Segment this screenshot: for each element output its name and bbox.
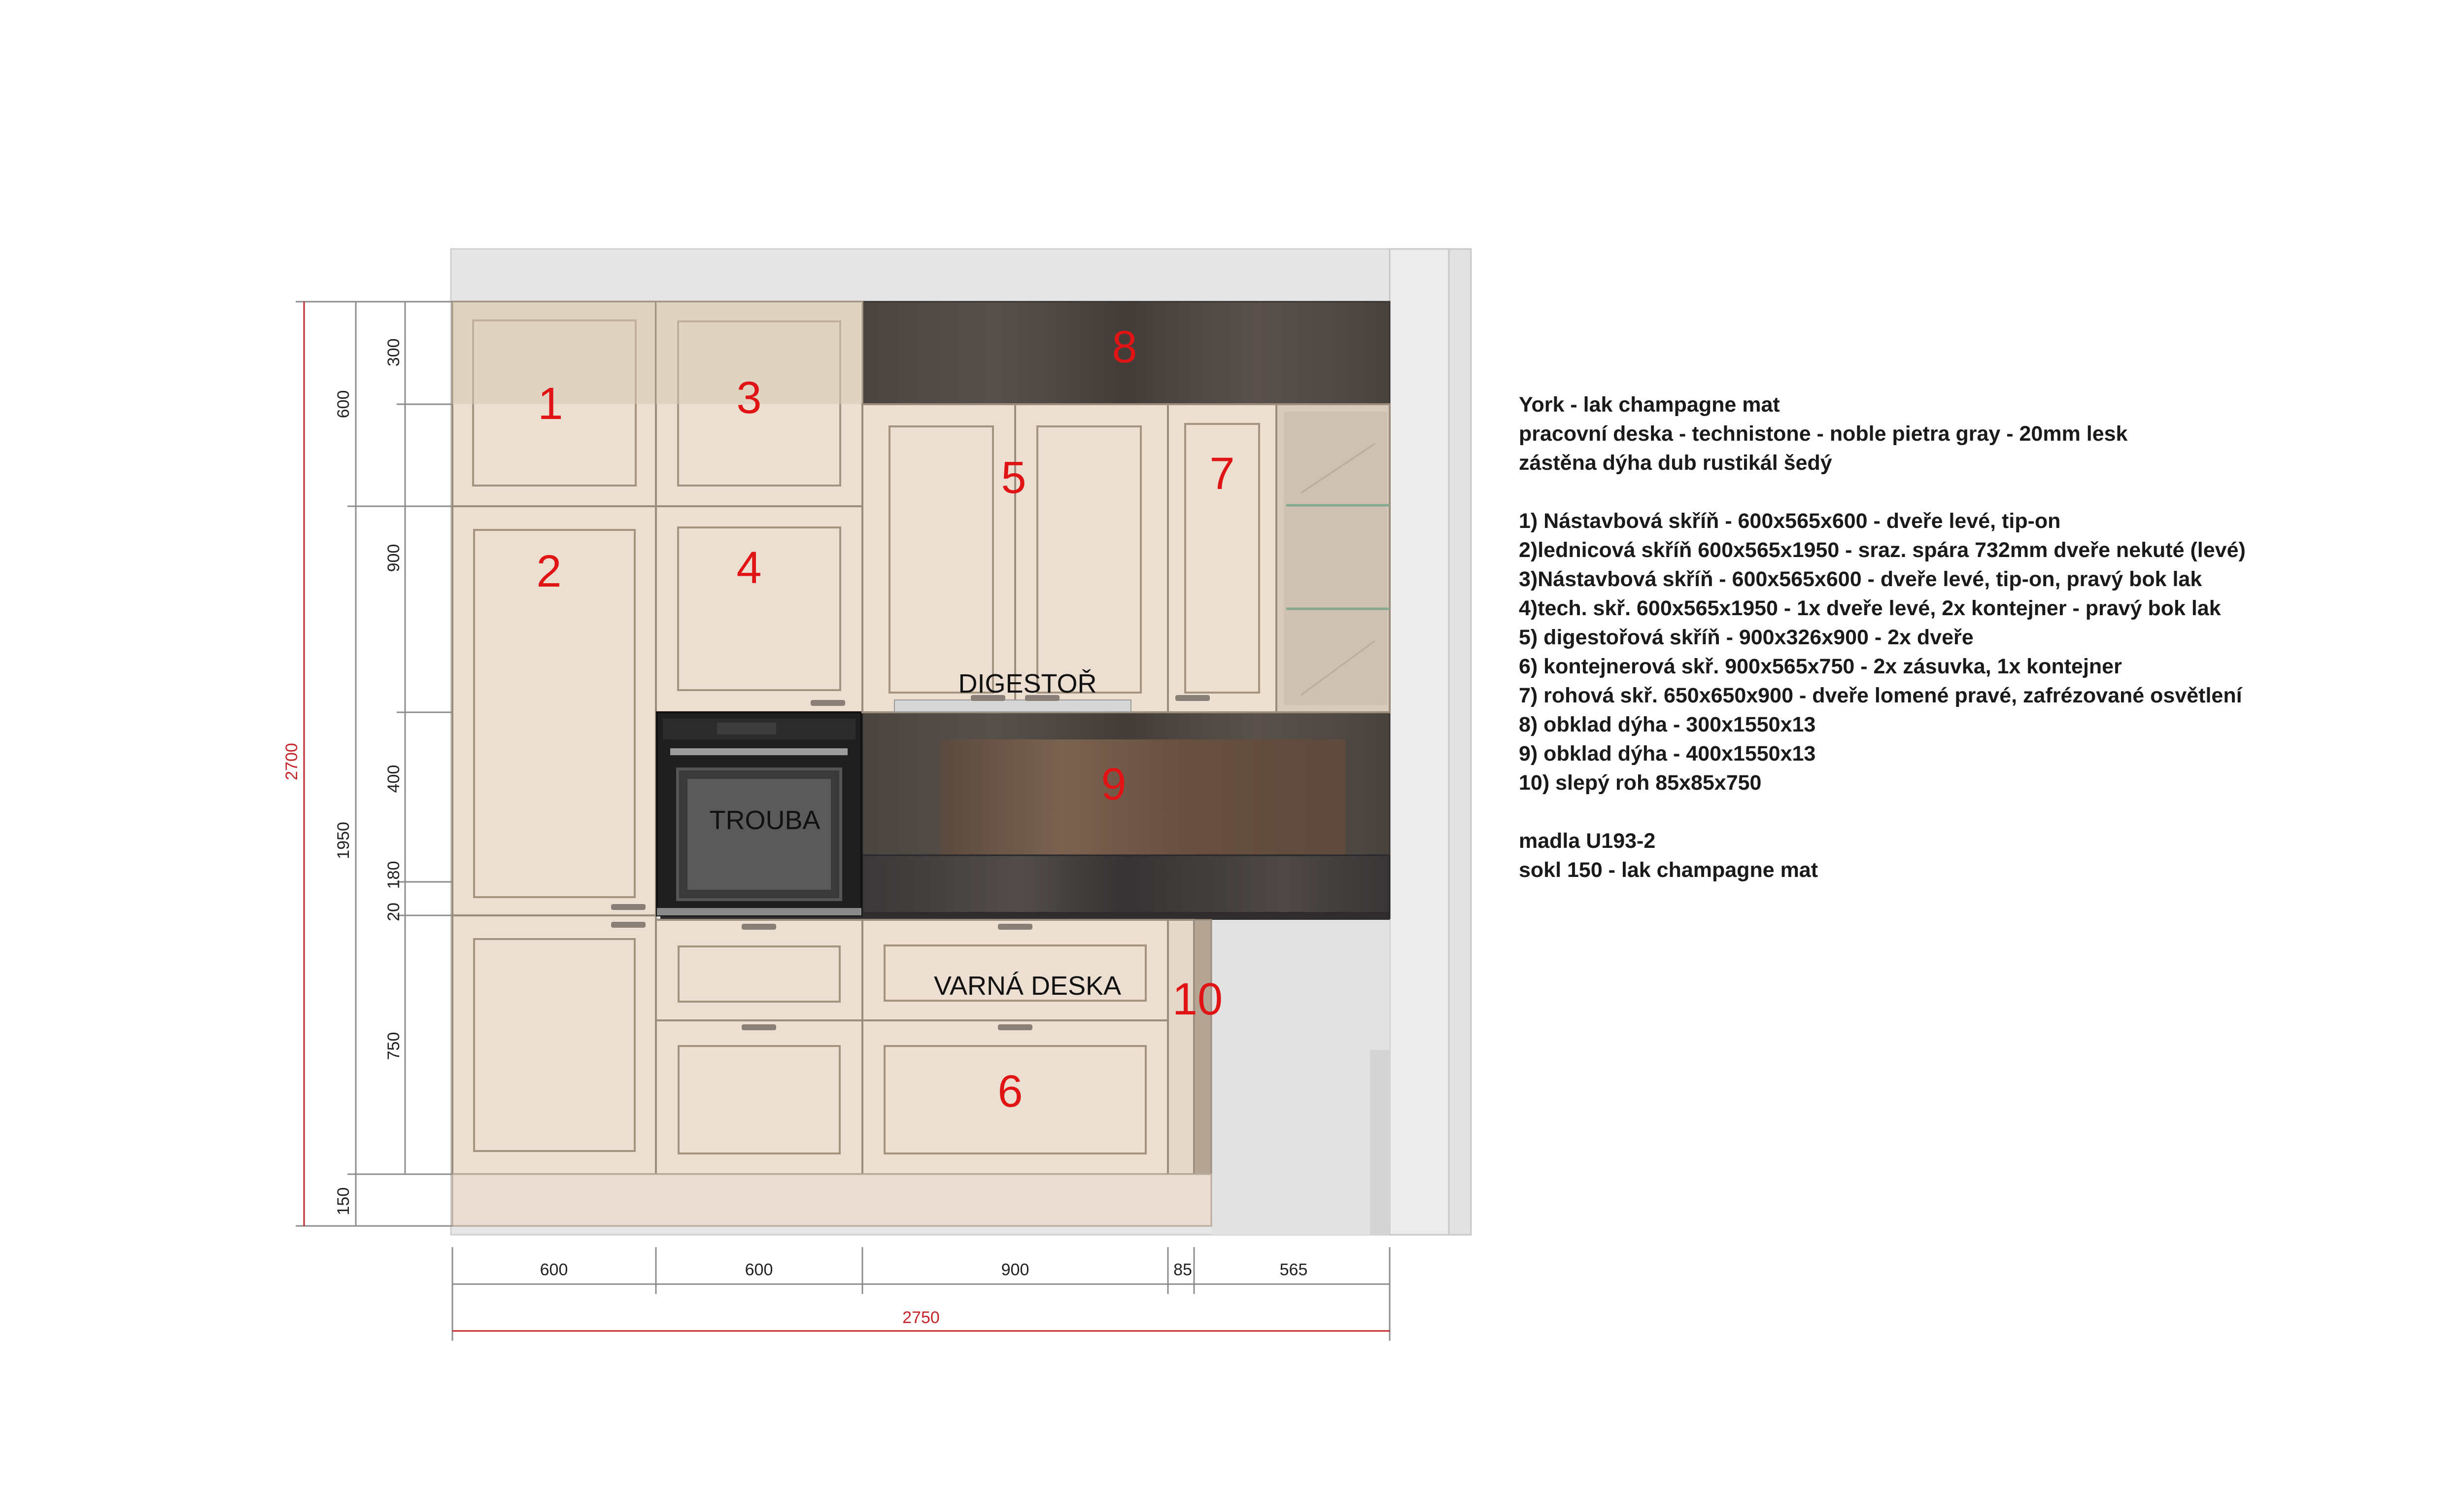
unit-number-1: 1 [538, 379, 563, 429]
note-item-6: 6) kontejnerová skř. 900x565x750 - 2x zásuvka, 1x kontejner [1519, 655, 2122, 678]
wall-right-strip-2 [1449, 249, 1471, 1235]
note-item-5: 5) digestořová skříň - 900x326x900 - 2x dveře [1519, 626, 1974, 649]
dim-400: 400 [384, 765, 403, 793]
handle-cab7 [1175, 695, 1210, 701]
note-item-7: 7) rohová skř. 650x650x900 - dveře lomené pravé, zafrézované osvětlení [1519, 684, 2242, 707]
cabinet-10-side [1194, 920, 1211, 1174]
cabinet-6-drawer [862, 920, 1168, 1020]
dim-width-85: 85 [1173, 1260, 1192, 1279]
note-footer-2: sokl 150 - lak champagne mat [1519, 858, 1818, 882]
handle-cab4-drawer2 [742, 1024, 776, 1030]
oven-display [717, 723, 776, 734]
dim-20: 20 [384, 903, 403, 921]
handle-cab4-drawer1 [742, 924, 776, 930]
countertop [862, 855, 1390, 918]
oven-handle [670, 748, 848, 755]
dim-2700: 2700 [282, 743, 301, 780]
dim-1950: 1950 [334, 822, 353, 859]
note-item-10: 10) slepý roh 85x85x750 [1519, 771, 1762, 795]
dim-180: 180 [384, 861, 403, 889]
cabinet-2-lower-door [452, 915, 656, 1174]
oven-label: TROUBA [709, 805, 821, 835]
handle-cab2-upper [611, 904, 646, 910]
oven-bottom [657, 908, 861, 915]
dim-750: 750 [384, 1032, 403, 1060]
cabinet-4-drawer-1 [656, 920, 862, 1020]
dim-width-600a: 600 [540, 1260, 568, 1279]
note-header-3: zástěna dýha dub rustikál šedý [1519, 451, 1832, 475]
veneer-panel-9-light-section [941, 739, 1345, 855]
dim-600: 600 [334, 390, 353, 419]
dim-900: 900 [384, 544, 403, 572]
note-spacer-2 [1519, 798, 2464, 827]
floor-area-under-corner [1211, 919, 1390, 1235]
unit-number-5: 5 [1001, 453, 1027, 503]
handle-cab4-upper [811, 700, 845, 706]
handle-cab6-container [998, 1024, 1032, 1030]
note-item-4: 4)tech. skř. 600x565x1950 - 1x dveře levé, 2x kontejner - pravý bok lak [1519, 596, 2221, 620]
note-footer-1: madla U193-2 [1519, 829, 1656, 853]
corner-cabinet-shadow [1370, 1050, 1390, 1235]
unit-number-10: 10 [1172, 974, 1223, 1024]
unit-number-9: 9 [1101, 759, 1127, 809]
note-spacer-1 [1519, 478, 2464, 507]
unit-number-8: 8 [1112, 322, 1137, 372]
dim-width-600b: 600 [745, 1260, 773, 1279]
note-item-9: 9) obklad dýha - 400x1550x13 [1519, 742, 1816, 766]
hob-label: VARNÁ DESKA [933, 971, 1122, 1001]
cabinet-4-upper [656, 506, 862, 712]
note-item-2: 2)lednicová skříň 600x565x1950 - sraz. spára 732mm dveře nekuté (levé) [1519, 538, 2246, 562]
dim-150: 150 [334, 1187, 353, 1216]
cabinet-10-blind-corner [1168, 920, 1194, 1174]
unit-number-7: 7 [1209, 449, 1235, 499]
note-header-1: York - lak champagne mat [1519, 393, 1780, 417]
note-item-3: 3)Nástavbová skříň - 600x565x600 - dveře levé, tip-on, pravý bok lak [1519, 567, 2202, 591]
spec-notes [1519, 390, 2464, 885]
wall-right-strip [1390, 249, 1449, 1235]
cabinet-4-drawer-2 [656, 1020, 862, 1174]
unit-number-4: 4 [736, 543, 762, 593]
dim-300: 300 [384, 338, 403, 367]
note-item-8: 8) obklad dýha - 300x1550x13 [1519, 713, 1816, 736]
handle-cab6-drawer [998, 924, 1032, 930]
left-dimension-lines [296, 302, 452, 1226]
unit-number-3: 3 [736, 373, 762, 423]
hood-label: DIGESTOŘ [958, 669, 1097, 698]
note-item-1: 1) Nástavbová skříň - 600x565x600 - dveře levé, tip-on [1519, 509, 2061, 533]
unit-number-2: 2 [536, 546, 562, 596]
hood-bar [894, 700, 1131, 712]
cabinet-7-shelf-inner [1284, 412, 1387, 705]
note-header-2: pracovní deska - technistone - noble pietra gray - 20mm lesk [1519, 422, 2128, 446]
dim-width-900: 900 [1001, 1260, 1029, 1279]
plinth [452, 1174, 1211, 1226]
dim-width-2750: 2750 [902, 1308, 940, 1327]
dim-width-565: 565 [1279, 1260, 1308, 1279]
unit-number-6: 6 [997, 1066, 1023, 1117]
handle-cab2-lower [611, 922, 646, 928]
